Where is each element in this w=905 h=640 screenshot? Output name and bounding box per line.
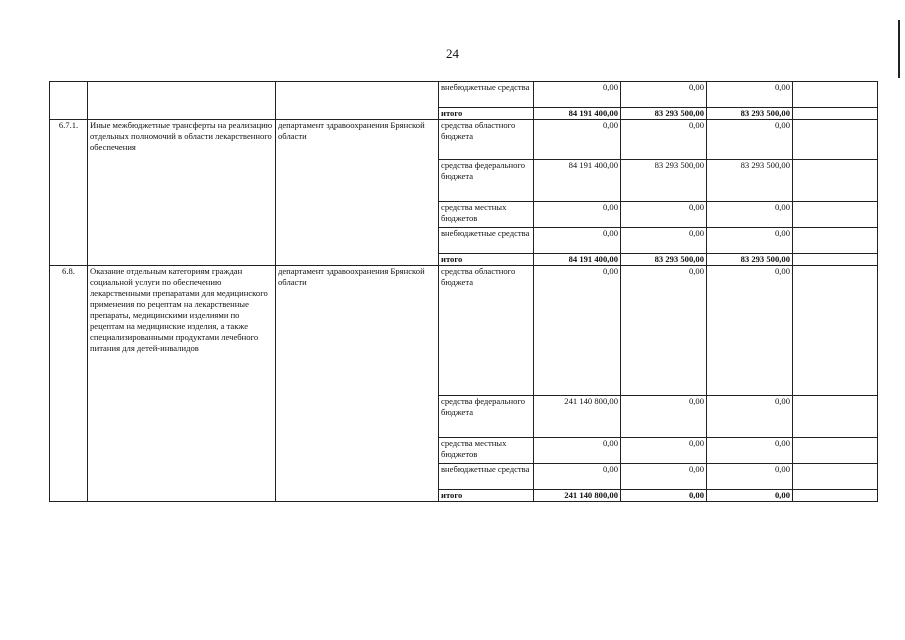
source-label: средства местных бюджетов [439, 438, 534, 464]
total-label: итого [439, 254, 534, 266]
empty-cell [793, 82, 878, 108]
total-value: 84 191 400,00 [534, 254, 621, 266]
value-cell: 0,00 [707, 82, 793, 108]
margin-mark [898, 20, 900, 78]
value-cell: 0,00 [621, 82, 707, 108]
source-label: средства местных бюджетов [439, 202, 534, 228]
page-number: 24 [446, 46, 459, 61]
value-cell: 0,00 [707, 228, 793, 254]
value-cell: 0,00 [534, 82, 621, 108]
value-cell: 0,00 [534, 120, 621, 160]
empty-cell [793, 464, 878, 490]
value-cell: 0,00 [707, 464, 793, 490]
total-value: 241 140 800,00 [534, 490, 621, 502]
row-name: Оказание отдельным категориям граждан социальной услуги по обеспечению лекарственными препаратами для медицинского применения по рецептам на лекарственные препараты, медицинскими изделиями по рецептам на медицинские изделия, а также специализированными продуктами лечебного питания для детей-инвалидов [88, 266, 276, 502]
empty-cell [793, 438, 878, 464]
row-executor: департамент здравоохранения Брянской области [276, 266, 439, 502]
total-label: итого [439, 108, 534, 120]
value-cell: 0,00 [621, 464, 707, 490]
empty-cell [793, 108, 878, 120]
source-label: средства федерального бюджета [439, 160, 534, 202]
value-cell: 0,00 [621, 438, 707, 464]
source-label: средства областного бюджета [439, 266, 534, 396]
empty-cell [793, 160, 878, 202]
table-row [50, 266, 878, 396]
value-cell: 0,00 [621, 228, 707, 254]
value-cell: 0,00 [534, 266, 621, 396]
source-label: средства областного бюджета [439, 120, 534, 160]
empty-cell [793, 202, 878, 228]
budget-table [49, 81, 878, 502]
total-value: 83 293 500,00 [621, 254, 707, 266]
total-value: 0,00 [621, 490, 707, 502]
total-value: 83 293 500,00 [707, 254, 793, 266]
value-cell: 84 191 400,00 [534, 160, 621, 202]
code-cell [50, 82, 88, 120]
empty-cell [793, 396, 878, 438]
executor-cell [276, 82, 439, 120]
source-label: внебюджетные средства [439, 82, 534, 108]
source-label: внебюджетные средства [439, 464, 534, 490]
value-cell: 0,00 [621, 266, 707, 396]
row-name: Иные межбюджетные трансферты на реализацию отдельных полномочий в области лекарственного обеспечения [88, 120, 276, 266]
value-cell: 0,00 [621, 396, 707, 438]
row-code: 6.7.1. [50, 120, 88, 266]
value-cell: 0,00 [621, 202, 707, 228]
empty-cell [793, 228, 878, 254]
value-cell: 0,00 [534, 202, 621, 228]
empty-cell [793, 490, 878, 502]
total-label: итого [439, 490, 534, 502]
value-cell: 0,00 [707, 202, 793, 228]
value-cell: 0,00 [534, 464, 621, 490]
value-cell: 0,00 [621, 120, 707, 160]
row-executor: департамент здравоохранения Брянской области [276, 120, 439, 266]
table-row [50, 82, 878, 108]
source-label: средства федерального бюджета [439, 396, 534, 438]
value-cell: 83 293 500,00 [707, 160, 793, 202]
total-value: 83 293 500,00 [621, 108, 707, 120]
empty-cell [793, 120, 878, 160]
value-cell: 83 293 500,00 [621, 160, 707, 202]
name-cell [88, 82, 276, 120]
total-value: 83 293 500,00 [707, 108, 793, 120]
total-value: 84 191 400,00 [534, 108, 621, 120]
value-cell: 0,00 [707, 120, 793, 160]
empty-cell [793, 254, 878, 266]
value-cell: 0,00 [707, 266, 793, 396]
value-cell: 0,00 [707, 396, 793, 438]
row-code: 6.8. [50, 266, 88, 502]
value-cell: 241 140 800,00 [534, 396, 621, 438]
value-cell: 0,00 [707, 438, 793, 464]
value-cell: 0,00 [534, 438, 621, 464]
source-label: внебюджетные средства [439, 228, 534, 254]
empty-cell [793, 266, 878, 396]
total-value: 0,00 [707, 490, 793, 502]
value-cell: 0,00 [534, 228, 621, 254]
table-row [50, 120, 878, 160]
